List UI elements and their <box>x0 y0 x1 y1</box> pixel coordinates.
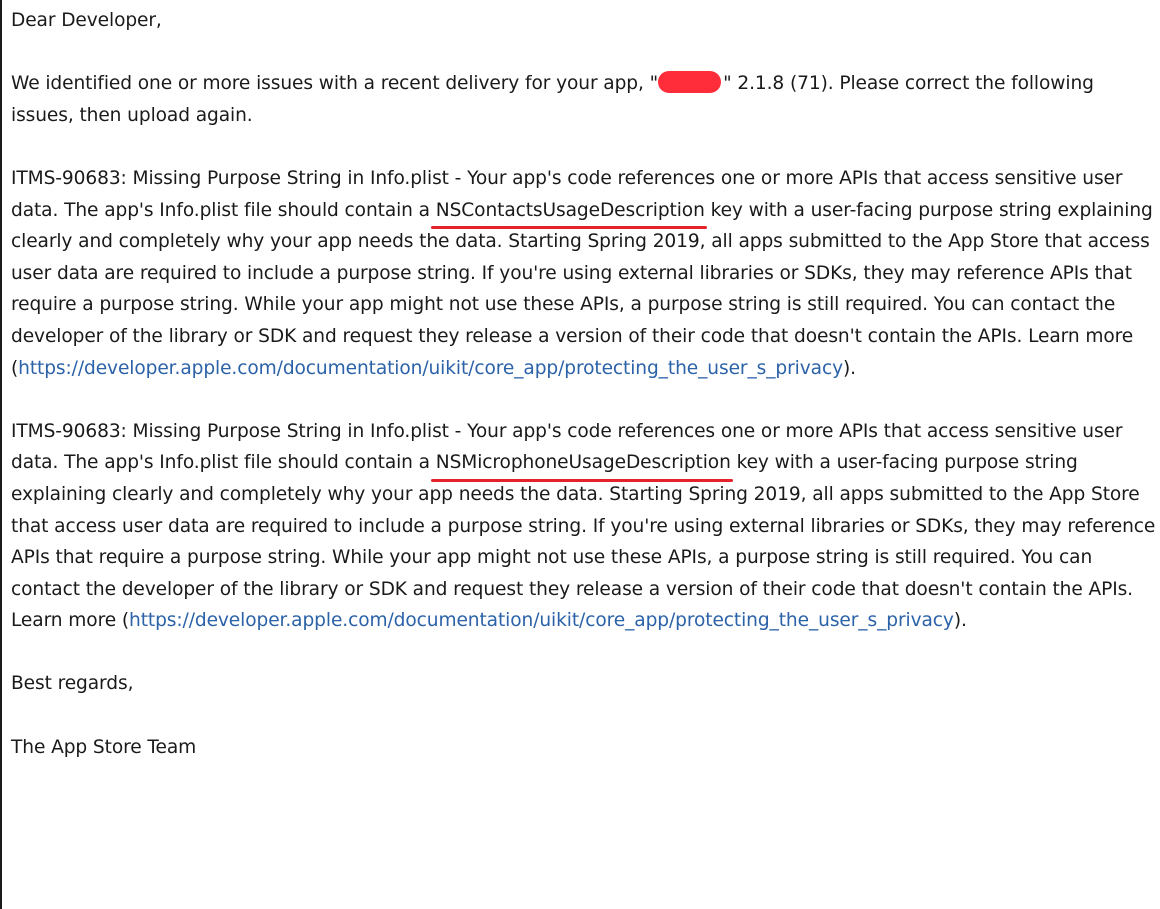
privacy-doc-link[interactable]: https://developer.apple.com/documentation/uikit/core_app/protecting_the_user_s_privacy <box>129 610 954 632</box>
email-body <box>11 5 1156 763</box>
privacy-doc-link[interactable]: https://developer.apple.com/documentation/uikit/core_app/protecting_the_user_s_privacy <box>18 357 843 379</box>
signature: The App Store Team <box>11 736 197 758</box>
issue-closing: ). <box>842 357 856 379</box>
intro-before-app: We identified one or more issues with a recent delivery for your app, " <box>11 73 659 95</box>
issue-suffix: key with a user-facing purpose string explaining clearly and completely why your app needs the data. Starting Spring 2019, all apps submitted to the App Store that access user data are required to include a purpose string. If you're using external libraries or SDKs, they may reference APIs that require a purpose string. While your app might not use these APIs, a purpose string is still required. You can contact the developer of the library or SDK and request they release a version of their code that doesn't contain the APIs. Learn more ( <box>11 452 1156 632</box>
usage-key-contacts: NSContactsUsageDescription <box>436 195 705 227</box>
issue-prefix: ITMS-90683: Missing Purpose String in Info.plist - Your app's code references one or more APIs that access sensitive user data. The app's Info.plist file should contain a <box>11 167 1123 221</box>
issue-suffix: key with a user-facing purpose string explaining clearly and completely why your app needs the data. Starting Spring 2019, all apps submitted to the App Store that access user data are required to include a purpose string. If you're using external libraries or SDKs, they may reference APIs that require a purpose string. While your app might not use these APIs, a purpose string is still required. You can contact the developer of the library or SDK and request they release a version of their code that doesn't contain the APIs. Learn more ( <box>11 199 1153 379</box>
intro-paragraph <box>11 68 1156 131</box>
issue-paragraph-microphone <box>11 416 1156 637</box>
redacted-app-name <box>658 71 721 93</box>
signoff: Best regards, <box>11 673 134 695</box>
issue-paragraph-contacts <box>11 163 1156 384</box>
intro-after-app: " 2.1.8 (71). Please correct the following issues, then upload again. <box>11 73 1094 126</box>
usage-key-microphone: NSMicrophoneUsageDescription <box>436 447 731 479</box>
issue-closing: ). <box>953 610 967 632</box>
issue-prefix: ITMS-90683: Missing Purpose String in Info.plist - Your app's code references one or more APIs that access sensitive user data. The app's Info.plist file should contain a <box>11 420 1123 474</box>
greeting: Dear Developer, <box>11 10 162 31</box>
